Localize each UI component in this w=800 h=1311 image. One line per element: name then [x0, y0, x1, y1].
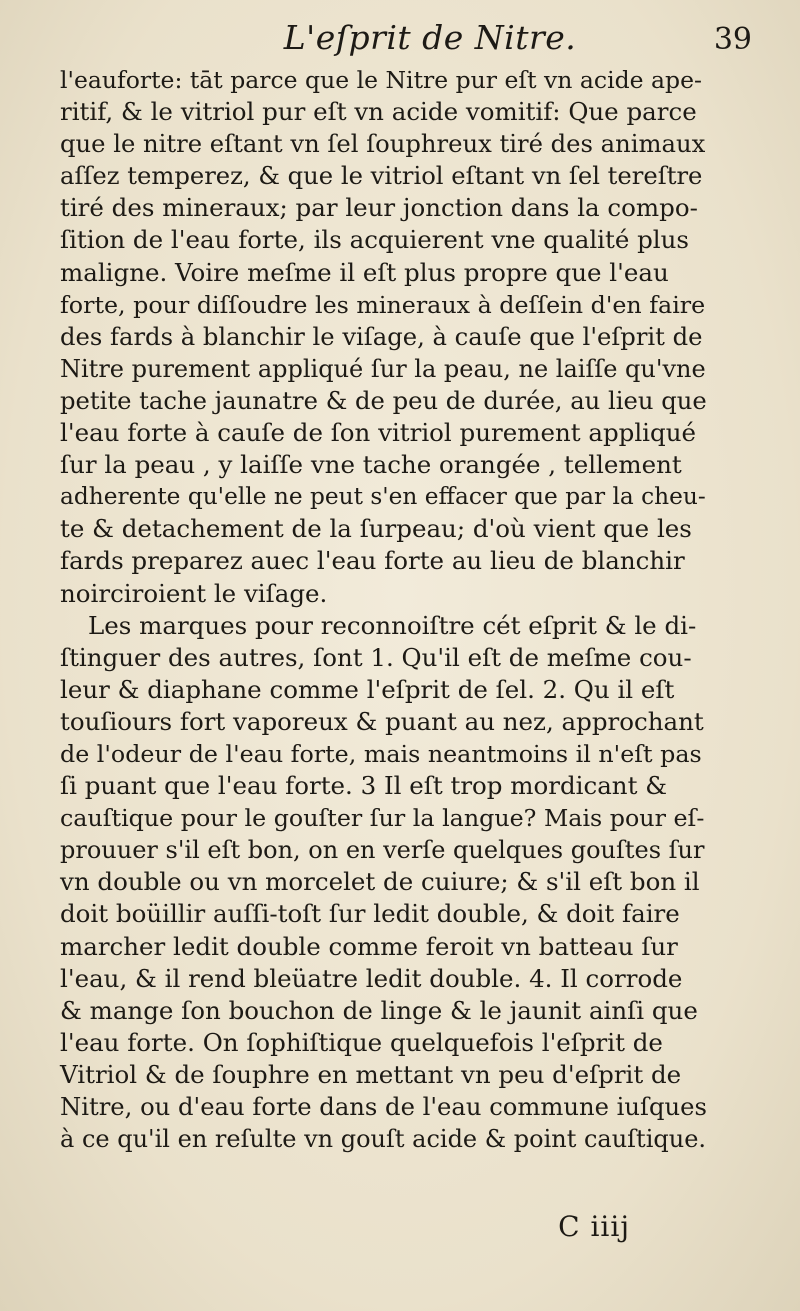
text-line: aſſez temperez, & que le vitriol eſtant vn ſel tereſtre: [60, 161, 703, 191]
text-line: Vitriol & de ſouphre en mettant vn peu d'eſprit de: [60, 1059, 682, 1089]
text-line: forte, pour diſſoudre les mineraux à deſſein d'en faire: [60, 290, 706, 319]
text-line: l'eau forte. On ſophiſtique quelquefois l'eſprit de: [60, 1027, 663, 1057]
text-line: maligne. Voire meſme il eſt plus propre que l'eau: [60, 257, 669, 287]
text-line: ſur la peau , y laiſſe vne tache orangée , tellement: [60, 450, 682, 480]
text-line: prouuer s'il eſt bon, on en verſe quelques gouſtes ſur: [60, 836, 705, 865]
text-line: cauſtique pour le gouſter ſur la langue? Mais pour eſ-: [60, 804, 705, 833]
paragraph-start-line: Les marques pour reconnoiſtre cét eſprit & le di-: [88, 610, 697, 640]
running-title: L'eſprit de Nitre.: [283, 18, 577, 57]
text-line: des fards à blanchir le viſage, à cauſe que l'eſprit de: [60, 321, 703, 351]
text-line: l'eau forte à cauſe de ſon vitriol purement appliqué: [60, 418, 696, 448]
text-line: doit boüillir auſſi-toſt ſur ledit double, & doit faire: [60, 899, 680, 929]
text-line: marcher ledit double comme feroit vn batteau ſur: [60, 931, 678, 961]
text-line: petite tache jaunatre & de peu de durée, au lieu que: [60, 385, 707, 415]
running-head: [60, 14, 760, 64]
text-line: de l'odeur de l'eau forte, mais neantmoins il n'eſt pas: [60, 739, 702, 768]
text-line: que le nitre eſtant vn ſel ſouphreux tiré des animaux: [60, 129, 706, 159]
text-line: l'eau, & il rend bleüatre ledit double. 4. Il corrode: [60, 963, 683, 993]
text-line: touſiours fort vaporeux & puant au nez, approchant: [60, 706, 704, 736]
text-line: fards preparez auec l'eau forte au lieu de blanchir: [60, 546, 685, 576]
text-line: à ce qu'il en reſulte vn gouſt acide & point cauſtique.: [60, 1125, 707, 1154]
body-text: [60, 64, 708, 1155]
text-line: tiré des mineraux; par leur jonction dans la compo-: [60, 193, 698, 223]
text-line: Nitre purement appliqué ſur la peau, ne laiſſe qu'vne: [60, 354, 706, 383]
page-number: 39: [713, 22, 752, 57]
text-line: ritif, & le vitriol pur eſt vn acide vomitif: Que parce: [60, 97, 697, 127]
signature-mark: C iiij: [558, 1210, 630, 1243]
text-line: ſtinguer des autres, ſont 1. Qu'il eſt de meſme cou-: [60, 642, 692, 672]
text-line: l'eauforte: tāt parce que le Nitre pur eſt vn acide ape-: [60, 66, 702, 94]
text-line: vn double ou vn morcelet de cuiure; & s'il eſt bon il: [60, 867, 700, 897]
text-line: adherente qu'elle ne peut s'en effacer que par la cheu-: [60, 483, 706, 511]
text-line: te & detachement de la ſurpeau; d'où vient que les: [60, 514, 692, 544]
text-line: Nitre, ou d'eau forte dans de l'eau commune iuſques: [60, 1092, 707, 1121]
text-line: & mange ſon bouchon de linge & le jaunit ainſi que: [60, 995, 698, 1025]
text-line: noirciroient le viſage.: [60, 578, 328, 608]
text-line: leur & diaphane comme l'eſprit de ſel. 2. Qu il eſt: [60, 674, 675, 704]
text-line: ſi puant que l'eau forte. 3 Il eſt trop mordicant &: [60, 771, 668, 801]
text-line: ſition de l'eau forte, ils acquierent vne qualité plus: [60, 225, 689, 255]
